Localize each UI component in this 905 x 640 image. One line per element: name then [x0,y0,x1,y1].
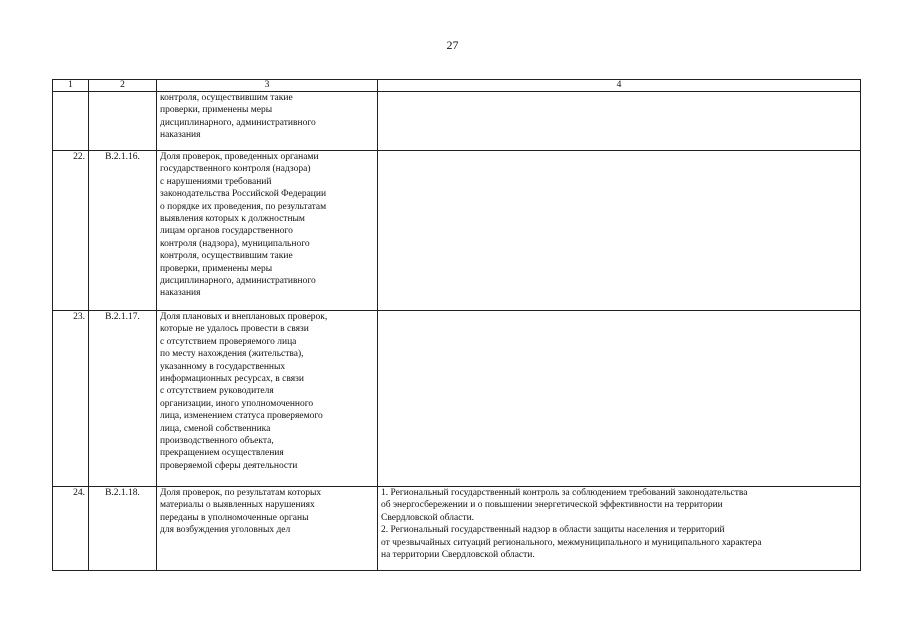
table-row [53,487,861,571]
indicator-code [89,92,157,151]
control-types: 1. Региональный государственный контроль за соблюдением требований законодательства об энергосбережении и о повышении энергетической эффективности на территории Свердловской области. 2. Региональный государственный надзор в области защиты населения и территорий от чрезвычайных ситуаций регионального, межмуниципального и муниципального характера на территории Свердловской области. [378,487,861,571]
row-number: 24. [53,487,89,571]
indicator-description: Доля плановых и внеплановых проверок, которые не удалось провести в связи с отсутствием проверяемого лица по месту нахождения (жительства), указанному в государственных информационных ресурсах, в связи с отсутствием руководителя организации, иного уполномоченного лица, изменением статуса проверяемого лица, сменой собственника производственного объекта, прекращением осуществления проверяемой сферы деятельности [157,311,378,487]
indicator-code: В.2.1.16. [89,151,157,311]
row-number: 22. [53,151,89,311]
control-types [378,311,861,487]
indicator-description: контроля, осуществившим такие проверки, применены меры дисциплинарного, административного наказания [157,92,378,151]
indicator-code: В.2.1.17. [89,311,157,487]
indicator-description: Доля проверок, проведенных органами государственного контроля (надзора) с нарушениями требований законодательства Российской Федерации о порядке их проведения, по результатам выявления которых к должностным лицам органов государственного контроля (надзора), муниципального контроля, осуществившим такие проверки, применены меры дисциплинарного, административного наказания [157,151,378,311]
header-row [53,80,861,92]
indicator-code: В.2.1.18. [89,487,157,571]
row-number: 23. [53,311,89,487]
indicator-description: Доля проверок, по результатам которых материалы о выявленных нарушениях переданы в уполномоченные органы для возбуждения уголовных дел [157,487,378,571]
table-row [53,92,861,151]
control-types [378,92,861,151]
column-header-3: 3 [157,80,378,92]
row-number [53,92,89,151]
table-row [53,311,861,487]
column-header-2: 2 [89,80,157,92]
indicators-table [52,79,861,571]
control-types [378,151,861,311]
page-number: 27 [446,38,459,52]
column-header-1: 1 [53,80,89,92]
table-row [53,151,861,311]
column-header-4: 4 [378,80,861,92]
